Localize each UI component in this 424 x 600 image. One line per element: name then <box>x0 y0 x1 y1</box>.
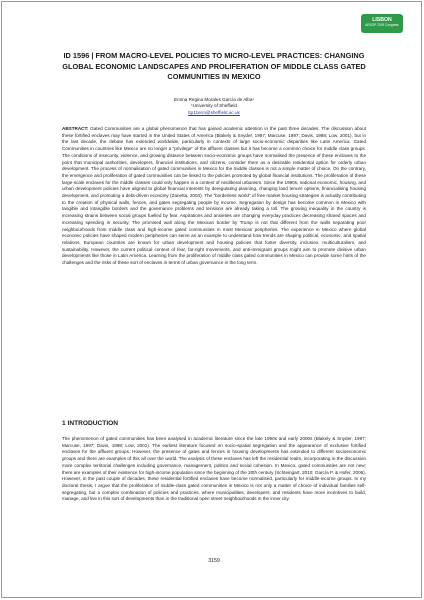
author-block <box>62 97 366 116</box>
logo-name: LISBON <box>372 17 392 23</box>
paper-title: ID 1596 | FROM MACRO-LEVEL POLICIES TO MICRO-LEVEL PRACTICES: CHANGING GLOBAL ECONOMIC LANDSCAPES AND PROLIFERATION OF MIDDLE CLASS GATED COMMUNITIES IN MEXICO <box>62 51 366 82</box>
introduction-text: The phenomenon of gated communities has been analysed in academic literature since the late 1990s and early 2000s (Blakely & Snyder, 1997; Marcuse, 1997; Davis, 1998; Low, 2001). The earliest literature focused on socio-spatial segregation and the appearance of exclusive fortified enclaves for the affluent groups. However, the presence of gates and fences in housing developments has extended to different socioeconomic groups and there are examples of this all over the world. The analysis of these enclaves has left the residential realm, incorporating in the discussion more complex territorial challenges including governance, management, politics and social cohesion. In Mexico, gated communities are not new; there are examples of their existence for high-income population since the beginning of the 20th century (Schteingart, 2010; García P. & Hofer, 2006). However, in the past couple of decades, these residential fortified enclaves have become normalised, particularly for middle-income groups. In my doctoral thesis, I argue that the proliferation of middle-class gated communities in Mexico is not only a matter of choice of individual families self-segregating, but a complex combination of policies and practices, where municipalities, developers, and residents have more incentives to build, manage, and live in this sort of developments than in the traditional open street neighbourhoods in the inner city. <box>62 436 366 502</box>
abstract <box>62 126 366 267</box>
page-border <box>1 1 422 598</box>
conference-logo <box>361 14 403 33</box>
abstract-text: Gated Communities are a global phenomenon that has gained academic attention in the past three decades. The discussion about these fortified enclaves may have started in the United States of America (Blakely & Snyder, 1997; Marcuse, 1997; Davis, 1998; Low, 2001), but in the last decade, the debate has extended worldwide, particularly in contexts of large socio-economic disparities like Latin America. Gated Communities in countries like Mexico are no longer a "privilege" of the affluent classes but it has become a common choice for middle class groups. The conditions of insecurity, violence, and growing distance between socio-economic groups have normalised the presence of these enclaves to the point that municipal authorities, developers, financial institutions, and citizens, consider them as a desirable residential option for orderly urban development. The process of normalisation of gated communities in Mexico for the middle classes is not a simple matter of choice. On the contrary, the emergence and proliferation of gated communities can be linked to the policies promoted by global financial institutions. The proliferation of these large-scale enclaves for the middle classes could only happen in a context of neoliberal urbanism. Since the 1990s, national economic, housing, and urban development policies have aligned to global financial interests by deregulating planning, changing land tenure options, financialising housing development, and promoting a debt-driven economy (Zanetta, 2004). The "borderless world" of free market housing strategies is actually contributing to the creation of physical walls, fences, and gates segregating people by income. Segregation by design has become common in Mexico with tangible and intangible borders and the governance problems and tensions are already taking a toll. The growing inequality in the country is increasing strains between social groups fuelled by fear. Aspirations and anxieties are changing everyday practices decreasing shared spaces and increasing spending in security. The promised wall along the Mexican border by Trump is not that different from the walls separating poor neighbourhoods from middle class and high-income gated communities in most Mexican peripheries. The experience in Mexico where global economic policies have shaped modern peripheries can serve as an example to understand how trends are shaping political, economic, and spatial relations. European countries are known for urban development and housing policies that foster diversity, inclusion, multiculturalism, and sustainability. However, the current political context of fear, far-right movements, and anti-immigrant groups might aim to promote divisive urban developments like those in Latin America. Learning from the proliferation of middle class gated communities in Mexico can provide some hints of the challenges and the risks of these sort of enclaves in terms of urban governance in the long term. <box>62 126 367 266</box>
author-name: Emma Regina Morales García de Alba¹ <box>174 97 254 102</box>
author-email-link[interactable]: ttp11erm@sheffield.ac.uk <box>188 109 240 115</box>
page-number: 3159 <box>208 558 220 564</box>
abstract-label: ABSTRACT: <box>62 126 89 131</box>
logo-subtitle: AESOP 2019 Congress <box>365 23 399 27</box>
section-heading-introduction: 1 INTRODUCTION <box>62 420 119 427</box>
author-affiliation: ¹University of Sheffield <box>191 103 237 109</box>
